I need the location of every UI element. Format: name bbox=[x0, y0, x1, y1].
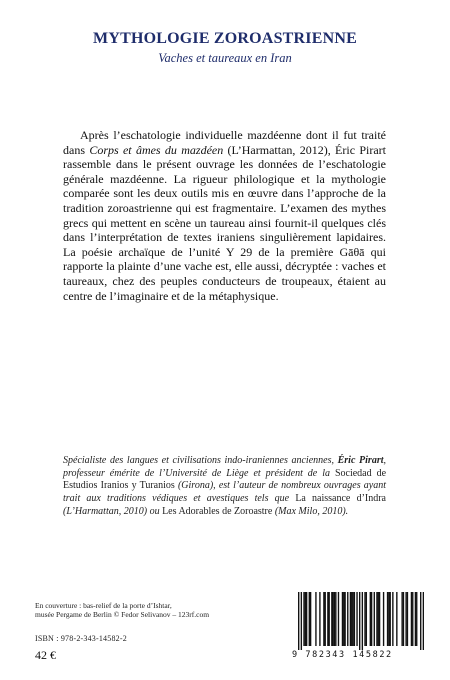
barcode-bar bbox=[403, 592, 404, 646]
barcode-bar bbox=[323, 592, 324, 646]
barcode-bar bbox=[392, 592, 393, 646]
bio-text-3: (Girona), est l’auteur de nombreux ouvrages ayant trait aux traditions védiques et avestiques tels que bbox=[63, 480, 386, 505]
barcode-bar bbox=[396, 592, 397, 646]
bio-text-1: Spécialiste des langues et civilisations indo-iraniennes anciennes, bbox=[63, 455, 338, 466]
barcode-bar bbox=[343, 592, 344, 646]
cover-credit-line-1: En couverture : bas-relief de la porte d’Ishtar, bbox=[35, 601, 172, 610]
barcode-bar bbox=[309, 592, 310, 646]
barcode-bar bbox=[331, 592, 332, 646]
barcode-bar bbox=[416, 592, 417, 646]
bio-society: Sociedad de Estudios Iranios y Turanios bbox=[63, 467, 387, 492]
barcode-bar bbox=[342, 592, 343, 646]
summary-part2: (L’Harmattan, 2012), Éric Pirart rassemble dans le présent ouvrage les données de l’eschatologie générale mazdéenne. La rigueur philologique et la mythologie comparée sont les deux outils mis en œuvre dans l’approche de la tradition zoroastrienne qui est fragmentaire. L’examen des mythes grecs qui mettent en scène un taureau ainsi fournit-il quelques clés dans l’interprétation de textes iraniens singulièrement lapidaires. La poésie archaïque de l’unité Y 29 de la première Gāθā qui rapporte la plainte d’une vache est, elle aussi, décryptée : vaches et taureaux, chez des peuples conducteurs de troupeaux, étaient au centre de l’imaginaire et de la métaphysique. bbox=[63, 142, 386, 303]
barcode-bar bbox=[401, 592, 402, 646]
bio-text-2: , professeur émérite de l’Université de Liège et président de la bbox=[63, 455, 386, 479]
barcode-bar bbox=[306, 592, 307, 646]
barcode-bar bbox=[359, 592, 360, 650]
price: 42 € bbox=[35, 648, 56, 662]
barcode-bar bbox=[390, 592, 391, 646]
barcode-bar bbox=[327, 592, 328, 646]
summary-book-title: Corps et âmes du mazdéen bbox=[89, 142, 224, 157]
barcode-bar bbox=[423, 592, 424, 650]
barcode-bar bbox=[405, 592, 406, 646]
barcode-bar bbox=[298, 592, 299, 650]
barcode-bar bbox=[366, 592, 367, 646]
barcode-bar bbox=[420, 592, 421, 650]
barcode-bar bbox=[332, 592, 333, 646]
barcode-bar bbox=[411, 592, 412, 646]
author-bio bbox=[63, 455, 386, 519]
barcode-bar bbox=[370, 592, 371, 646]
cover-credit bbox=[35, 601, 295, 620]
barcode-bar bbox=[415, 592, 416, 646]
barcode-bar bbox=[371, 592, 372, 646]
summary-text bbox=[63, 128, 386, 303]
barcode-bar bbox=[351, 592, 352, 646]
barcode-bar bbox=[334, 592, 335, 646]
barcode-bar bbox=[383, 592, 384, 646]
barcode-bar bbox=[356, 592, 357, 646]
barcode-bar bbox=[325, 592, 326, 646]
barcode-bar bbox=[301, 592, 302, 650]
barcode-bar bbox=[362, 592, 363, 650]
barcode-bar bbox=[379, 592, 380, 646]
barcode-bar bbox=[344, 592, 345, 646]
barcode-bar bbox=[303, 592, 304, 646]
barcode-bar bbox=[310, 592, 311, 646]
book-subtitle: Vaches et taureaux en Iran bbox=[158, 51, 292, 65]
book-title: MYTHOLOGIE ZOROASTRIENNE bbox=[93, 30, 357, 47]
bio-text-4: (L’Harmattan, 2010) ou bbox=[63, 505, 163, 517]
barcode-bar bbox=[347, 592, 348, 646]
summary-paragraph bbox=[63, 128, 386, 303]
isbn: ISBN : 978-2-343-14582-2 bbox=[35, 634, 127, 643]
bio-book-2: Les Adorables de Zoroastre bbox=[162, 505, 273, 517]
barcode-bar bbox=[412, 592, 413, 646]
barcode-bar bbox=[305, 592, 306, 646]
barcode-bar bbox=[378, 592, 379, 646]
barcode-bar bbox=[338, 592, 339, 646]
barcode-bar bbox=[407, 592, 408, 646]
barcode-bar bbox=[319, 592, 320, 646]
summary-part1: Après l’eschatologie individuelle mazdéenne dont il fut traité dans bbox=[63, 128, 386, 157]
barcode bbox=[298, 592, 424, 652]
cover-credit-line-2: musée Pergame de Berlin © Fedor Selivanov – 123rf.com bbox=[35, 610, 210, 620]
barcode-bar bbox=[376, 592, 377, 646]
barcode-bar bbox=[329, 592, 330, 646]
barcode-bars bbox=[298, 592, 424, 650]
barcode-bar bbox=[388, 592, 389, 646]
barcode-bar bbox=[387, 592, 388, 646]
bio-book-1: La naissance d’Indra bbox=[295, 493, 386, 505]
barcode-bar bbox=[374, 592, 375, 646]
barcode-bar bbox=[352, 592, 353, 646]
barcode-bar bbox=[350, 592, 351, 646]
barcode-bar bbox=[315, 592, 316, 646]
barcode-digits: 9 782343 145822 bbox=[292, 650, 393, 660]
barcode-bar bbox=[364, 592, 365, 646]
barcode-bar bbox=[354, 592, 355, 646]
bio-text-5: (Max Milo, 2010). bbox=[272, 505, 349, 517]
barcode-bar bbox=[335, 592, 336, 646]
author-name: Éric Pirart bbox=[337, 455, 384, 466]
